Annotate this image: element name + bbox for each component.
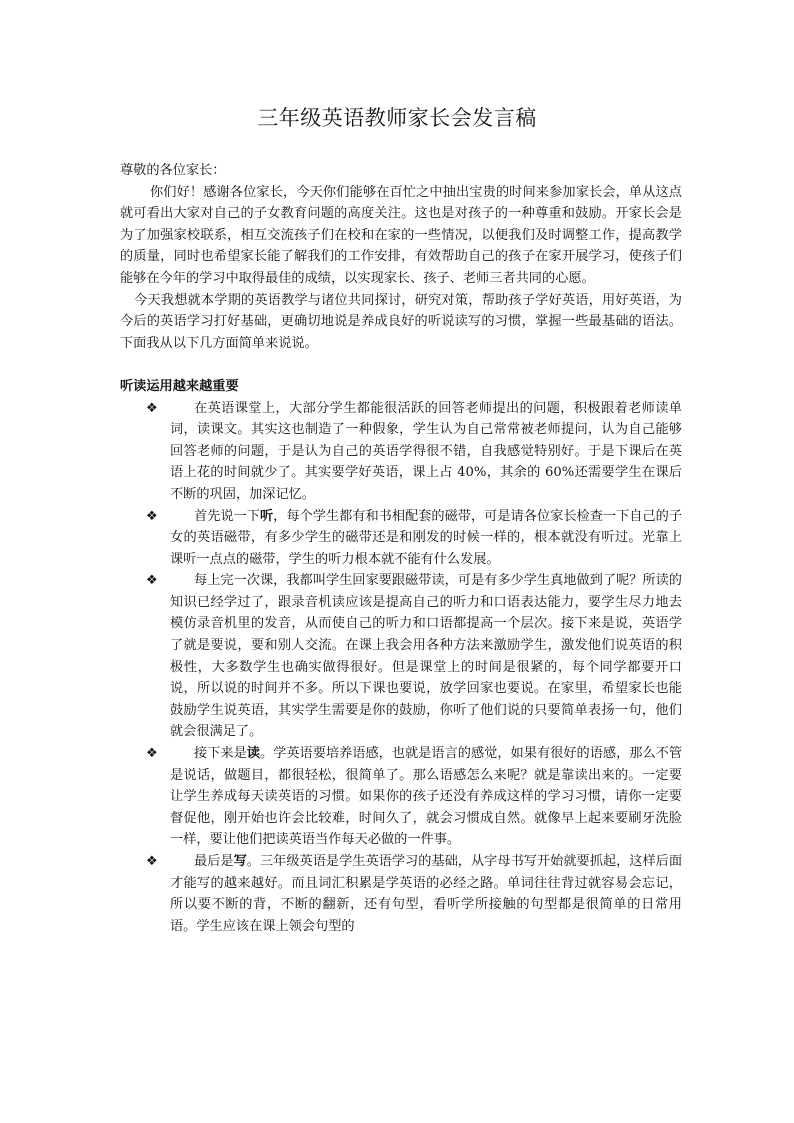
bullet-text — [170, 851, 682, 937]
bullet-text — [170, 398, 682, 506]
bullet-list — [120, 398, 682, 938]
paragraph-spacer — [120, 354, 682, 376]
document-body — [120, 160, 682, 937]
salutation: 尊敬的各位家长： — [120, 163, 226, 178]
bullet-keyword: 写 — [233, 854, 247, 869]
bullet-text — [170, 506, 682, 571]
bullet-item-1 — [120, 398, 682, 506]
bullet-keyword: 听 — [259, 508, 274, 524]
diamond-bullet-icon: ❖ — [146, 400, 158, 416]
bullet-rest-text: ，每个学生都有和书相配套的磁带，可是请各位家长检查一下自己的子女的英语磁带，有多少学生的磁带还是和刚发的时候一样的，根本就没有听过。光靠上课听一点点的磁带，学生的听力根本就不能有什么发展。 — [170, 508, 683, 567]
diamond-bullet-icon: ❖ — [146, 746, 158, 762]
bullet-item-5 — [120, 851, 682, 937]
bullet-rest-text: 。三年级英语是学生英语学习的基础，从字母书写开始就要抓起，这样后面才能写的越来越好。而且词汇积累是学英语的必经之路。单词往往背过就容易会忘记，所以要不断的背，不断的翻新，还有句型，看听学所接触的句型都是很简单的日常用语。学生应该在课上领会句型的 — [170, 854, 683, 934]
bullet-keyword: 读 — [246, 746, 260, 762]
bullet-item-3 — [120, 570, 682, 743]
bullet-lead-text: 每上完一次课，我都叫学生回家要跟磁带读，可是有多少学生真地做到了呢？所读的知识已经学过了，跟录音机读应该是提高自己的听力和口语表达能力，要学生尽力地去模仿录音机里的发音，从而使自己的听力和口语都提高一个层次。接下来是说，英语学了就是要说，要和别人交流。在课上我会用各种方法来激励学生，激发他们说英语的积极性，大多数学生也确实做得很好。但是课堂上的时间是很紧的，每个同学都要开口说，所以说的时间并不多。所以下课也要说，放学回家也要说。在家里，希望家长也能鼓励学生说英语，其实学生需要是你的鼓励，你听了他们说的只要简单表扬一句，他们就会很满足了。 — [170, 573, 682, 740]
bullet-lead-text: 最后是 — [194, 854, 234, 869]
bullet-text — [170, 743, 682, 851]
diamond-bullet-icon: ❖ — [146, 573, 158, 589]
bullet-item-2 — [120, 506, 682, 571]
bullet-lead-text: 在英语课堂上，大部分学生都能很活跃的回答老师提出的问题，积极跟着老师读单词，读课文。其实这也制造了一种假象，学生认为自己常常被老师提问，认为自己能够回答老师的问题，于是认为自己的英语学得很不错，自我感觉特别好。于是下课后在英语上花的时间就少了。其实要学好英语，课上占 40%，其余的 60%还需要学生在课后不断的巩固，加深记忆。 — [170, 400, 682, 502]
section-heading: 听读运用越来越重要 — [120, 378, 239, 394]
diamond-bullet-icon: ❖ — [146, 854, 158, 869]
diamond-bullet-icon: ❖ — [146, 508, 158, 524]
intro-paragraph-2: 今天我想就本学期的英语教学与诸位共同探讨，研究对策，帮助孩子学好英语，用好英语，为今后的英语学习打好基础，更确切地说是养成良好的听说读写的习惯，掌握一些最基础的语法。下面我从以下几方面简单来说说。 — [120, 292, 682, 351]
bullet-lead-text: 接下来是 — [194, 746, 247, 762]
bullet-rest-text: 。学英语要培养语感，也就是语言的感觉，如果有很好的语感，那么不管是说话，做题目，都很轻松，很简单了。那么语感怎么来呢？就是靠读出来的。一定要让学生养成每天读英语的习惯。如果你的孩子还没有养成这样的学习习惯，请你一定要督促他，刚开始也许会比较难，时间久了，就会习惯成自然。就像早上起来要刷牙洗脸一样，要让他们把读英语当作每天必做的一件事。 — [170, 746, 683, 848]
intro-paragraph-1: 你们好！感谢各位家长，今天你们能够在百忙之中抽出宝贵的时间来参加家长会，单从这点就可看出大家对自己的子女教育问题的高度关注。这也是对孩子的一种尊重和鼓励。开家长会是为了加强家校联系，相互交流孩子们在校和在家的一些情况，以便我们及时调整工作，提高教学的质量，同时也希望家长能了解我们的工作安排，有效帮助自己的孩子在家开展学习，使孩子们能够在今年的学习中取得最佳的成绩，以实现家长、孩子、老师三者共同的心愿。 — [120, 184, 682, 286]
bullet-text — [170, 570, 682, 743]
page-title: 三年级英语教师家长会发言稿 — [257, 106, 537, 130]
bullet-lead-text: 首先说一下 — [194, 508, 260, 524]
bullet-item-4 — [120, 743, 682, 851]
